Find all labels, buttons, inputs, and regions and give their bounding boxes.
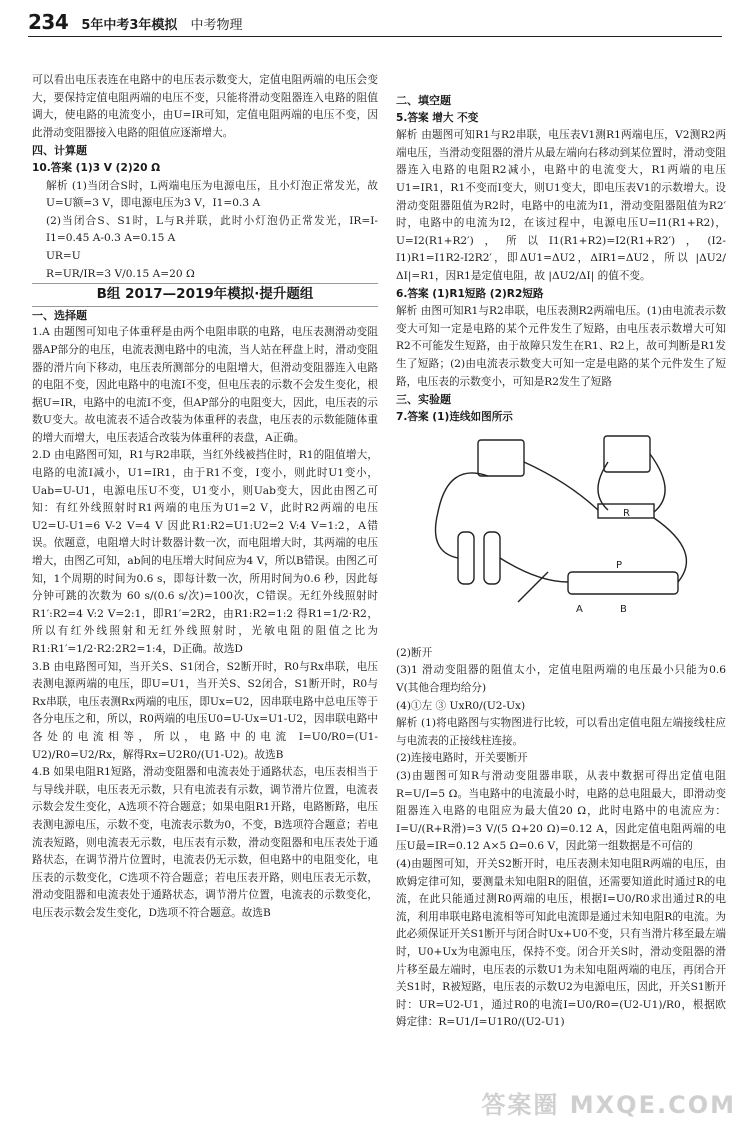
analysis-paragraph: (2)连接电路时，开关要断开 xyxy=(396,752,528,765)
answer-line: 10.答案 (1)3 V (2)20 Ω xyxy=(32,161,161,174)
analysis-paragraph: 解析 (1)将电路图与实物图进行比较，可以看出定值电阻左端接线柱应与电流表的正接线柱连接。 xyxy=(396,717,726,747)
page-header xyxy=(28,10,243,34)
section-heading: 四、计算题 xyxy=(32,144,87,158)
watermark: 答案圈 MXQE.COM xyxy=(481,1091,736,1119)
intro-paragraph: 可以看出电压表连在电路中的电压表示数变大，定值电阻两端的电压会变大，要保持定值电阻两端的电压不变，只能将滑动变阻器连入电路的阻值调大，使电路的电流变小，由U=IR可知，定值电阻两端的电压不变，因此滑动变阻器接入电路的阻值应逐渐增大。 xyxy=(32,74,378,139)
rheostat xyxy=(568,572,678,594)
answer-paragraph: 2.D 由电路图可知，R1与R2串联，当红外线被挡住时，R1的阻值增大，电路的电流I减小，U1=IR1，由于R1不变，I变小，则此时U1变小，Uab=U-U1，电源电压U不变，U1变小，则Uab变大，因此由图乙可知：有红外线照射时R1两端的电压为U1=2 V，此时R2两端的电压U2=U-U1=6 V-2 V=4 V 因此R1:R2=U1:U2=2 V:4 V=1:2，A错误。依题意，电阻增大时计数器计数一次，而电阻增大时，其两端的电压增大，由图乙可知，ab间的电压增大时间应为4 V，所以B错误。由图乙可知，1个周期的时间为0.6 s，即每计数一次，所用时间为0.6 秒，因此每分钟可跳的次数为 60 s/(0.6 s/次)=100次，C错误。无红外线照射时R1′:R2=4 V:2 V=2:1，即R1′=2R2，由R1:R2=1:2 得R1=1/2·R2，所以有红外线照射和无红外线照射时，光敏电阻的阻值之比为R1:R1′=1/2·R2:2R2=1:4，D正确。故选D xyxy=(32,449,378,655)
formula-line: R=UR/IR=3 V/0.15 A=20 Ω xyxy=(46,267,195,280)
svg-text:P: P xyxy=(616,560,623,572)
section-heading: 二、填空题 xyxy=(396,94,451,107)
voltmeter xyxy=(604,436,650,472)
section-heading: 一、选择题 xyxy=(32,308,87,322)
subject-label: 中考物理 xyxy=(190,18,243,33)
formula-line: UR=U xyxy=(46,249,81,262)
battery xyxy=(484,532,500,584)
circuit-figure xyxy=(408,432,708,632)
analysis-paragraph: 解析 由图可知R1与R2串联，电压表测R2两端电压。(1)由电流表示数变大可知一定是电路的某个元件发生了短路，由电压表示数增大可知R2不可能发生短路，由于故障只发生在R1、R2上，故可判断是R1发生了短路；(2)由电流表示数变大可知一定是电路的某个元件发生了短路，电压表的示数变小，可知是R2发生了短路 xyxy=(396,305,726,388)
answer-item: (3)1 滑动变阻器的阻值太小，定值电阻两端的电压最小只能为0.6 V(其他合理均给分) xyxy=(396,664,726,695)
analysis-paragraph: (3)由题图可知R与滑动变阻器串联，从表中数据可得出定值电阻R=U/I=5 Ω。当电路中的电流最小时，电路的总电阻最大，即滑动变阻器连入电路的电阻应为最大值20 Ω，此时电路中的电流应为：I=U/(R+R滑)=3 V/(5 Ω+20 Ω)=0.12 A，因此定值电阻两端的电压U最=IR=0.12 A×5 Ω=0.6 V，因此第一组数据是不可信的 xyxy=(396,770,726,853)
ammeter xyxy=(478,440,524,476)
left-column xyxy=(32,72,378,923)
answer-paragraph: 1.A 由题图可知电子体重秤是由两个电阻串联的电路，电压表测滑动变阻器AP部分的电压，电流表测电路中的电流，当人站在秤盘上时，滑动变阻器的滑片向下移动，电压表所测部分的电阻增大，但滑动变阻器连入电路的电阻不变，因此电路中的电流I不变，但电压表的示数不会发生变化，根据U=IR，电路中的电流I不变，但AP部分的电阻变大，因此，电压表的示数U变大。故电流表不适合改装为体重秤的表盘，电压表的示数能随体重的增大而增大，电压表适合改装为体重秤的表盘，A正确。 xyxy=(32,326,378,444)
right-column xyxy=(396,92,726,1032)
answer-line: 7.答案 (1)连线如图所示 xyxy=(396,410,513,423)
page-number: 234 xyxy=(28,10,69,34)
svg-text:B: B xyxy=(620,604,627,616)
battery xyxy=(458,532,474,584)
header-rule xyxy=(28,36,722,37)
svg-text:A: A xyxy=(576,604,583,616)
section-heading: 三、实验题 xyxy=(396,393,451,407)
answer-item: (2)断开 xyxy=(396,646,433,659)
group-heading: B组 2017—2019年模拟·提升题组 xyxy=(32,283,378,307)
answer-line: 6.答案 (1)R1短路 (2)R2短路 xyxy=(396,287,544,300)
analysis-paragraph: (2)当闭合S、S1时，L与R并联，此时小灯泡仍正常发光，IR=I-I1=0.45 A-0.3 A=0.15 A xyxy=(46,214,378,245)
analysis-paragraph: 解析 由题图可知R1与R2串联，电压表V1测R1两端电压，V2测R2两端电压，当滑动变阻器的滑片从最左端向右移动到某位置时，滑动变阻器连入电路的电阻R2减小，电路中的电流变大，R1两端的电压U1=IR1，R1不变而I变大，则U1变大，即电压表V1的示数增大。设滑动变阻器阻值为R2时，电路中的电流为I1，滑动变阻器阻值为R2′时，电路中的电流为I2，在该过程中，电源电压U=I1(R1+R2)，U=I2(R1+R2′)，所以I1(R1+R2)=I2(R1+R2′)，(I2-I1)R1=I1R2-I2R2′，即ΔU1=ΔU2，ΔIR1=ΔU2，所以 |ΔU2/ΔI|=R1，因R1是定值电阻，故 |ΔU2/ΔI| 的值不变。 xyxy=(396,129,726,282)
analysis-paragraph: (4)由题图可知，开关S2断开时，电压表测未知电阻R两端的电压，由欧姆定律可知，要测量未知电阻R的阻值，还需要知道此时通过R的电流，在此只能通过测R0两端的电压，根据I=U0/R0求出通过R的电流，利用串联电路电流相等可知此电流即是通过未知电阻R的电流。为此必须保证开关S1断开与闭合时Ux+U0不变，只有当滑片移至最左端时，U0+Ux为电源电压，保持不变。闭合开关S时，滑动变阻器的滑片移至最左端时，电压表的示数U1为未知电阻两端的电压，再闭合开关S1时，R被短路，电压表的示数U2为电源电压，因此，开关S1断开时：UR=U2-U1，通过R0的电流I=U0/R0=(U2-U1)/R0，根据欧姆定律：R=U1/I=U1R0/(U2-U1) xyxy=(396,858,726,1029)
book-title: 5年中考3年模拟 xyxy=(81,18,178,33)
svg-text:R: R xyxy=(623,508,630,520)
analysis-paragraph: 解析 (1)当闭合S时，L两端电压为电源电压，且小灯泡正常发光，故U=U额=3 V，即电源电压为3 V，I1=0.3 A xyxy=(46,179,378,210)
answer-paragraph: 4.B 如果电阻R1短路，滑动变阻器和电流表处于通路状态，电压表相当于与导线并联，电压表无示数，只有电流表有示数，调节滑片位置，电流表示数会发生变化，A选项不符合题意；如果电阻R1开路，电路断路，电压表测电源电压，示数不变，电流表示数为0，不变，B选项符合题意；若电流表短路，则电流表无示数，电压表有示数，滑动变阻器和电压表处于通路状态，在调节滑片位置时，电流表仍无示数，但电路中的电阻变化，电压表的示数变化，C选项不符合题意；若电压表开路，则电压表无示数，滑动变阻器和电流表处于通路状态，调节滑片位置，电流表的示数变化，电压表示数会发生变化，D选项不符合题意。故选B xyxy=(32,766,378,919)
answer-item: (4)①左 ③ UxR0/(U2-Ux) xyxy=(396,699,526,712)
answer-line: 5.答案 增大 不变 xyxy=(396,111,479,124)
answer-paragraph: 3.B 由电路图可知，当开关S、S1闭合，S2断开时，R0与Rx串联，电压表测电源两端的电压，即U=U1，当开关S、S2闭合，S1断开时，R0与Rx串联，电压表测Rx两端的电压，即Ux=U2，因串联电路中总电压等于各分电压之和，所以，R0两端的电压U0=U-Ux=U1-U2，因串联电路中各处的电流相等，所以，电路中的电流 I=U0/R0=(U1-U2)/R0=U2/Rx，解得Rx=U2R0/(U1-U2)。故选B xyxy=(32,660,378,761)
